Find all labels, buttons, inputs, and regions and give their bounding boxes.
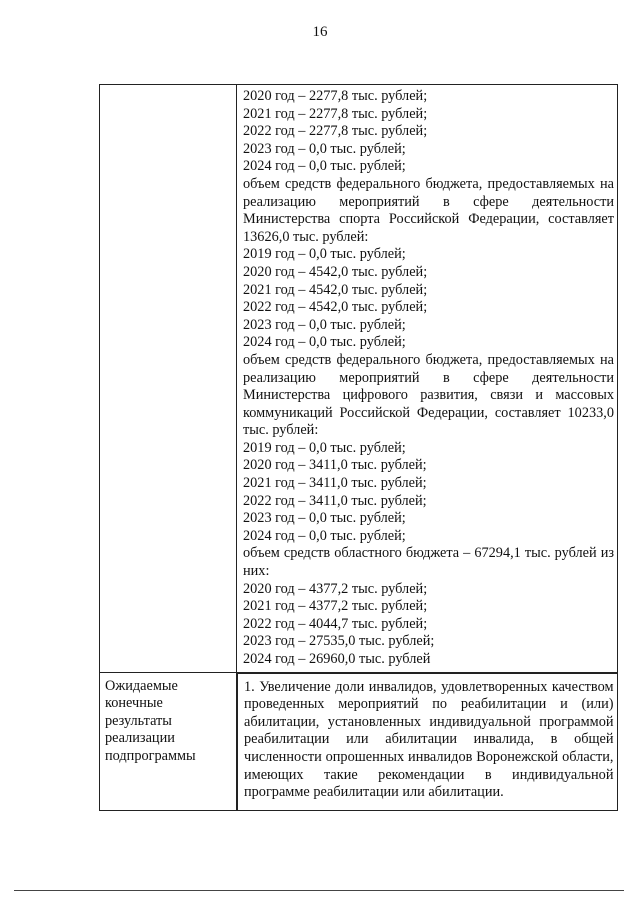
financing-year-line: 2019 год – 0,0 тыс. рублей; [243,439,406,456]
table-row-expected-results [100,672,618,811]
financing-details [237,85,618,673]
footer-divider [14,890,624,891]
financing-year-line: 2024 год – 26960,0 тыс. рублей [243,651,431,667]
financing-year-line: 2023 год – 0,0 тыс. рублей; [243,316,406,333]
financing-year-line: 2020 год – 4377,2 тыс. рублей; [243,580,428,597]
financing-paragraph: объем средств федерального бюджета, предоставляемых на реализацию мероприятий в сфере деятельности Министерства спорта Российской Федерации, составляет 13626,0 тыс. рублей: [243,175,614,245]
financing-year-line: 2021 год – 4542,0 тыс. рублей; [243,281,428,298]
financing-year-line: 2022 год – 3411,0 тыс. рублей; [243,492,427,509]
financing-year-line: 2022 год – 2277,8 тыс. рублей; [243,123,428,140]
financing-year-line: 2022 год – 4542,0 тыс. рублей; [243,299,428,316]
row-label-expected-results: Ожидаемые конечные результаты реализации подпрограммы [100,672,237,811]
table-row-financing [100,85,618,673]
financing-year-line: 2023 год – 0,0 тыс. рублей; [243,510,406,527]
financing-year-line: 2020 год – 2277,8 тыс. рублей; [243,88,428,104]
financing-year-line: 2024 год – 0,0 тыс. рублей; [243,158,406,175]
financing-year-line: 2024 год – 0,0 тыс. рублей; [243,527,406,544]
financing-paragraph: объем средств федерального бюджета, предоставляемых на реализацию мероприятий в сфере деятельности Министерства цифрового развития, связи и массовых коммуникаций Российской Федерации, составляет 10233,0 тыс. рублей: [243,351,614,439]
financing-year-line: 2023 год – 27535,0 тыс. рублей; [243,633,435,650]
passport-table [99,84,618,811]
financing-year-line: 2020 год – 3411,0 тыс. рублей; [243,457,427,474]
financing-paragraph: объем средств областного бюджета – 67294,1 тыс. рублей из них: [243,545,614,580]
financing-year-line: 2024 год – 0,0 тыс. рублей; [243,334,406,351]
financing-year-line: 2020 год – 4542,0 тыс. рублей; [243,263,428,280]
financing-year-line: 2019 год – 0,0 тыс. рублей; [243,246,406,263]
financing-year-line: 2021 год – 3411,0 тыс. рублей; [243,475,427,492]
row-label-empty [100,85,237,673]
financing-year-line: 2022 год – 4044,7 тыс. рублей; [243,615,428,632]
expected-results-text: 1. Увеличение доли инвалидов, удовлетворенных качеством проведенных мероприятий по реабилитации и (или) абилитации, установленных индивидуальной программой реабилитации или абилитации инвалида, в общей численности опрошенных инвалидов Воронежской области, имеющих такие рекомендации в индивидуальной программе реабилитации или абилитации. [237,673,618,811]
page-number: 16 [312,24,328,40]
financing-year-line: 2021 год – 2277,8 тыс. рублей; [243,105,428,122]
financing-year-line: 2023 год – 0,0 тыс. рублей; [243,140,406,157]
financing-year-line: 2021 год – 4377,2 тыс. рублей; [243,598,428,615]
